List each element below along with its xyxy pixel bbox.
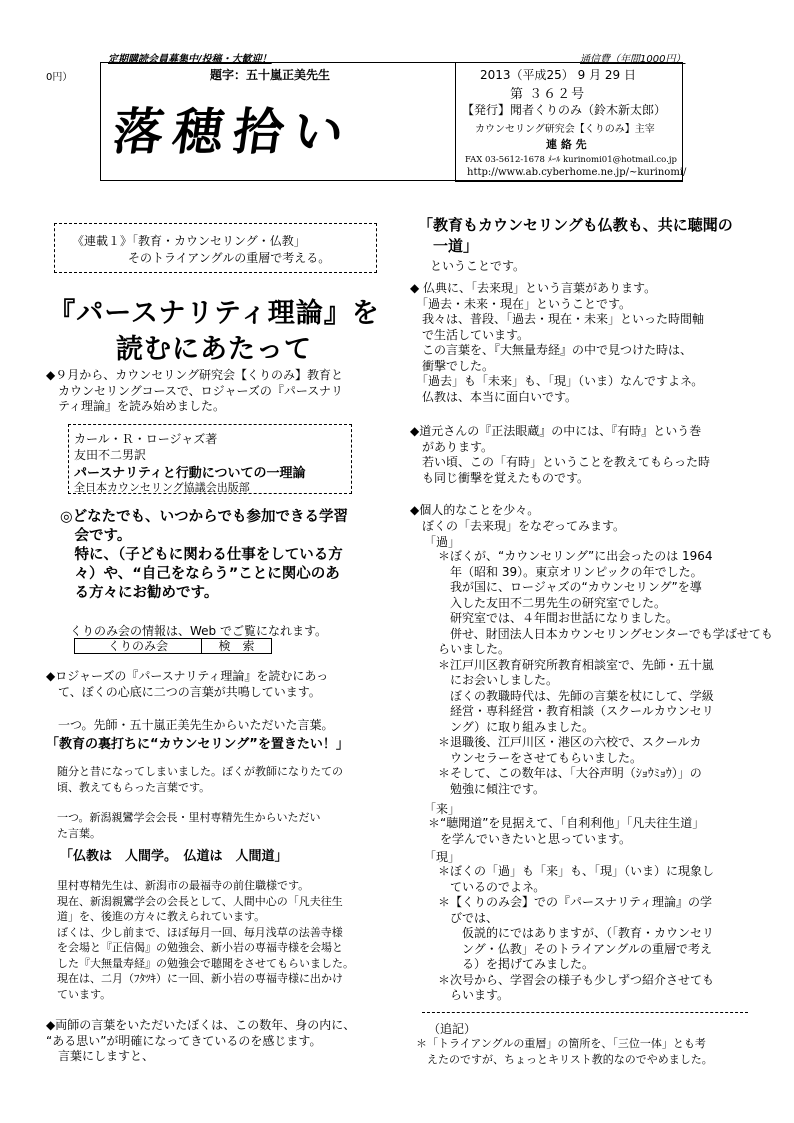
search-button[interactable]: 検 索 — [218, 639, 255, 653]
contact-url[interactable]: http://www.ab.cyberhome.ne.jp/~kurinomi/ — [467, 167, 687, 178]
issue-date: 2013（平成25） 9 月 29 日 — [480, 68, 636, 82]
issue-number: 第 ３６２号 — [510, 87, 586, 102]
paragraph-dogen: ◆道元さんの『正法眼蔵』の中には、『有時』という巻 があります。 若い頃、この「有時」ということを教えてもらった時 も同じ衝撃を覚えたものです。 — [410, 424, 711, 485]
contact-label: 連 絡 先 — [546, 138, 587, 151]
search-widget[interactable] — [74, 638, 272, 654]
header-rule — [100, 180, 682, 181]
fee-notice: 通信費（年間1000円） — [580, 54, 686, 65]
right-line-1: ということです。 — [418, 259, 526, 273]
past-label: 「過」 — [424, 535, 461, 549]
paragraph-thought: ◆両師の言葉をいただいたぼくは、この数年、身の内に、 “ある思い”が明確になってきているのを感じます。 言葉にしますと、 — [46, 1018, 356, 1063]
book-author: カール・Ｒ・ロージャズ著 — [74, 432, 218, 446]
paragraph-personal: ◆個人的なことを少々。 ぼくの「去来現」をなぞってみます。 — [410, 503, 626, 533]
quote-buddhism: 「仏教は 人間学。 仏道は 人間道」 — [60, 849, 288, 864]
postscript-note: ＊「トライアングルの重層」の箇所を、「三位一体」とも考 えたのですが、ちょっとキリスト教的なのでやめました。 — [416, 1037, 713, 1066]
main-title — [44, 296, 384, 368]
paragraph-satomura: 里村専精先生は、新潟市の最福寺の前住職様です。 現在、新潟親鸞学会の会長として、人間中心の「凡夫往生 道」を、後進の方々に教えられています。 ぼくは、少し前まで、ほぼ毎月一回、毎月浅草の法善寺様 を会場と『正信偈』の勉強会、新小岩の専福寺様を会場と した『大無量寿経』の勉強会で聴聞をさせてもらいました。 現在は、二月（ﾌﾀﾂｷ）に一回、新小岩の専福寺様に出かけ ています。 — [56, 879, 354, 1001]
note-divider — [422, 1012, 748, 1013]
search-site-field[interactable]: くりのみ会 — [75, 639, 202, 653]
book-translator: 友田不二男訳 — [74, 448, 147, 462]
book-publisher: 全日本カウンセリング協議会出版部 — [74, 481, 250, 494]
future-section: ＊“聴聞道”を見据えて、「自利利他」「凡夫往生道」 を学んでいきたいと思っています。 — [428, 816, 705, 846]
title-caption: 題字：五十嵐正美先生 — [210, 68, 331, 82]
present-label: 「現」 — [424, 850, 461, 864]
paragraph-first-word: 一つ。先師・五十嵐正美先生からいただいた言葉。 — [46, 718, 334, 732]
newsletter-logo: 落穂拾い — [109, 102, 358, 161]
paragraph-second-word: 一つ。新潟親鸞学会会長・里村専精先生からいただい た言葉。 — [56, 811, 321, 840]
book-title: パースナリティと行動についての一理論 — [74, 466, 306, 481]
publisher: 【発行】聞者くりのみ（鈴木新太郎） — [462, 103, 667, 117]
organizer: カウンセリング研究会【くりのみ】主宰 — [475, 124, 655, 135]
paragraph-kyoraigen: ◆ 仏典に、「去来現」という言葉があります。 「過去・未来・現在」ということです。 我々は、普段、「過去・現在・未来」といった時間軸 で生活しています。 この言葉を、『大無量寿経』の中で見つけた時は、 衝撃でした。 「過去」も「未来」も、「現」（いま）なんですよネ。 仏教は、本当に面白いです。 — [410, 281, 705, 404]
edge-text: 0円） — [46, 72, 73, 83]
past-section: ＊ぼくが、“カウンセリング”に出会ったのは 1964 年（昭和 39）。東京オリンピックの年でした。 我が国に、ロージャズの“カウンセリング”を導 入した友田不二男先生の研究室でした。 研究室では、４年間お世話になりました。 併せ、財団法人日本カウンセリングセンターでも学ばせてもらいました。 ＊江戸川区教育研究所教育相談室で、先師・五十嵐 にお会いしました。 ぼくの教職時代は、先師の言葉を杖にして、学級 経営・専科経営・教育相談（スクールカウンセリ ング）に取り組みました。 ＊退職後、江戸川区・港区の六校で、スクールカ ウンセラーをさせてもらいました。 ＊そして、この数年は、「大谷声明（ｼｮｳﾐｮｳ）」の 勉強に傾注です。 — [438, 549, 773, 796]
web-info: くりのみ会の情報は、Web でご覧になれます。 — [70, 624, 328, 638]
series-line-1: 《連載１》「教育・カウンセリング・仏教」 — [72, 234, 306, 248]
contact-fax: FAX 03-5612-1678 ﾒｰﾙ kurinomi01@hotmail.co.jp — [465, 155, 677, 165]
paragraph-memory: 随分と昔になってしまいました。ぼくが教師になりたての 頃、教えてもらった言葉です。 — [56, 765, 343, 794]
intro-paragraph: ◆９月から、カウンセリング研究会【くりのみ】教育と カウンセリングコースで、ロジャーズの『パースナリ ティ理論』を読み始めました。 — [46, 368, 344, 413]
main-title-line-2: 読むにあたって — [116, 334, 312, 365]
title-box-top — [100, 62, 455, 64]
right-headline: 「教育もカウンセリングも仏教も、共に聴聞の 一道」 — [418, 216, 733, 255]
invitation: ◎どなたでも、いつからでも参加できる学習 会です。 特に、（子どもに関わる仕事をしている方 々）や、“自己をならう”ことに関心のあ る方々にお勧めです。 — [60, 509, 349, 601]
main-title-line-1: 『パースナリティ理論』を — [48, 298, 380, 329]
present-section: ＊ぼくの「過」も「来」も、「現」（いま）に現象し ているのでよネ。 ＊【くりのみ会】での『パースナリティ理論』の学 びでは、 仮説的にではありますが、（「教育・カウンセリ ング・仏教」そのトライアングルの重層で考え る）を掲げてみました。 ＊次号から、学習会の様子も少しずつ紹介させても らいます。 — [438, 864, 715, 1002]
quote-counseling: 「教育の裏打ちに“カウンセリング”を置きたい！」 — [46, 737, 349, 752]
future-label: 「来」 — [424, 802, 461, 816]
subscription-notice: 定期購読会員募集中/投稿・大歓迎！ — [108, 54, 272, 65]
series-line-2: そのトライアングルの重層で考える。 — [128, 251, 331, 265]
paragraph-two-words: ◆ロジャーズの『パースナリティ理論』を読むにあっ て、ぼくの心底に二つの言葉が共鳴しています。 — [46, 669, 329, 699]
note-label: （追記） — [428, 1022, 477, 1036]
